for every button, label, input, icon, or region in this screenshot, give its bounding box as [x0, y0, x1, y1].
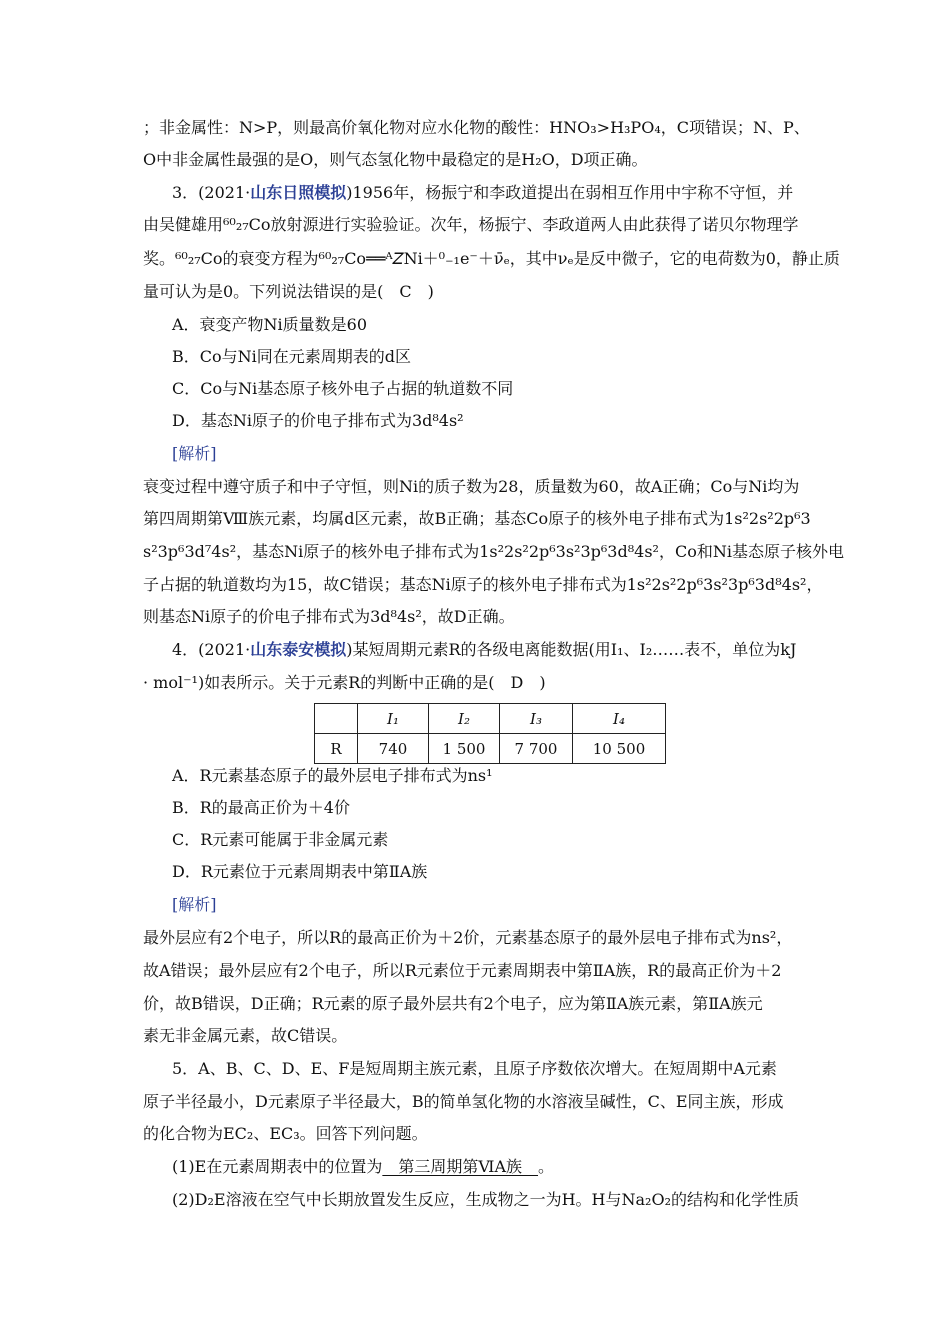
question-5-stem: 5．A、B、C、D、E、F是短周期主族元素，且原子序数依次增大。在短周期中A元素: [172, 1059, 777, 1078]
option-a: A．R元素基态原子的最外层电子排布式为ns¹: [172, 766, 493, 785]
text-line: ；非金属性：N>P，则最高价氧化物对应水化物的酸性：HNO₃>H₃PO₄，C项错误；N、P、: [143, 118, 810, 137]
table-cell: 740: [358, 734, 429, 764]
table-row: [315, 734, 666, 764]
text-line: (1)E在元素周期表中的位置为: [172, 1157, 383, 1176]
analysis-line: 子占据的轨道数均为15，故C错误；基态Ni原子的核外电子排布式为1s²2s²2p⁶3s²3p⁶3d⁸4s²，: [143, 575, 823, 594]
option-d: D．基态Ni原子的价电子排布式为3d⁸4s²: [172, 411, 464, 430]
table-header-row: [315, 704, 666, 734]
analysis-line: 最外层应有2个电子，所以R的最高正价为＋2价，元素基态原子的最外层电子排布式为ns²，: [143, 928, 793, 947]
text-line: 的化合物为EC₂、EC₃。回答下列问题。: [143, 1124, 428, 1143]
text-line: O中非金属性最强的是O，则气态氢化物中最稳定的是H₂O，D项正确。: [143, 150, 648, 169]
table-cell: 1 500: [429, 734, 500, 764]
analysis-line: 第四周期第Ⅷ族元素，均属d区元素，故B正确；基态Co原子的核外电子排布式为1s²2s²2p⁶3: [143, 509, 811, 528]
text-line: · mol⁻¹)如表所示。关于元素R的判断中正确的是( D ): [143, 673, 546, 692]
question-number: 4．(2021·: [172, 640, 251, 659]
option-c: C．Co与Ni基态原子核外电子占据的轨道数不同: [172, 379, 514, 398]
question-source: 山东日照模拟: [250, 183, 347, 202]
analysis-line: 素无非金属元素，故C错误。: [143, 1026, 348, 1045]
table-header-cell: I₄: [573, 704, 666, 734]
table-header-cell: I₁: [358, 704, 429, 734]
table-cell: R: [315, 734, 358, 764]
analysis-line: 则基态Ni原子的价电子排布式为3d⁸4s²，故D正确。: [143, 607, 515, 626]
text-line: 由吴健雄用⁶⁰₂₇Co放射源进行实验验证。次年，杨振宁、李政道两人由此获得了诺贝尔物理学: [143, 215, 799, 234]
question-4-stem: [172, 640, 796, 660]
table-header-cell: [315, 704, 358, 734]
text-line: )某短周期元素R的各级电离能数据(用I₁、I₂……表不，单位为kJ: [346, 640, 797, 659]
option-a: A．衰变产物Ni质量数是60: [172, 315, 368, 334]
option-b: B．Co与Ni同在元素周期表的d区: [172, 347, 411, 366]
table-header-cell: I₂: [429, 704, 500, 734]
analysis-line: 衰变过程中遵守质子和中子守恒，则Ni的质子数为28，质量数为60，故A正确；Co与Ni均为: [143, 477, 800, 496]
table-header-cell: I₃: [500, 704, 573, 734]
table-cell: 7 700: [500, 734, 573, 764]
question-number: 3．(2021·: [172, 183, 251, 202]
text-line: 量可认为是0。下列说法错误的是( C ): [143, 282, 434, 301]
sub-question-2: (2)D₂E溶液在空气中长期放置发生反应，生成物之一为H。H与Na₂O₂的结构和化学性质: [172, 1190, 799, 1209]
text-line: 。: [538, 1157, 555, 1176]
question-3-stem: [172, 183, 793, 203]
analysis-line: s²3p⁶3d⁷4s²，基态Ni原子的核外电子排布式为1s²2s²2p⁶3s²3p⁶3d⁸4s²，Co和Ni基态原子核外电: [143, 542, 844, 561]
option-c: C．R元素可能属于非金属元素: [172, 830, 389, 849]
question-source: 山东泰安模拟: [250, 640, 347, 659]
text-line: )1956年，杨振宁和李政道提出在弱相互作用中宇称不守恒，并: [346, 183, 794, 202]
option-b: B．R的最高正价为＋4价: [172, 798, 350, 817]
analysis-label: [解析]: [172, 895, 217, 914]
text-line: 原子半径最小，D元素原子半径最大，B的简单氢化物的水溶液呈碱性，C、E同主族，形成: [143, 1092, 784, 1111]
text-line: 奖。⁶⁰₂₇Co的衰变方程为⁶⁰₂₇Co══ᴬ𝘡Ni＋⁰₋₁e⁻＋ν̄ₑ，其中νₑ是反中微子，它的电荷数为0，静止质: [143, 249, 840, 268]
analysis-line: 故A错误；最外层应有2个电子，所以R元素位于元素周期表中第ⅡA族，R的最高正价为＋2: [143, 961, 782, 980]
option-d: D．R元素位于元素周期表中第ⅡA族: [172, 862, 428, 881]
analysis-line: 价，故B错误，D正确；R元素的原子最外层共有2个电子，应为第ⅡA族元素，第ⅡA族元: [143, 994, 763, 1013]
ionization-energy-table: [314, 703, 666, 764]
table-cell: 10 500: [573, 734, 666, 764]
analysis-label: [解析]: [172, 444, 217, 463]
answer-blank: 第三周期第ⅥA族: [382, 1157, 539, 1176]
sub-question-1: [172, 1157, 554, 1177]
